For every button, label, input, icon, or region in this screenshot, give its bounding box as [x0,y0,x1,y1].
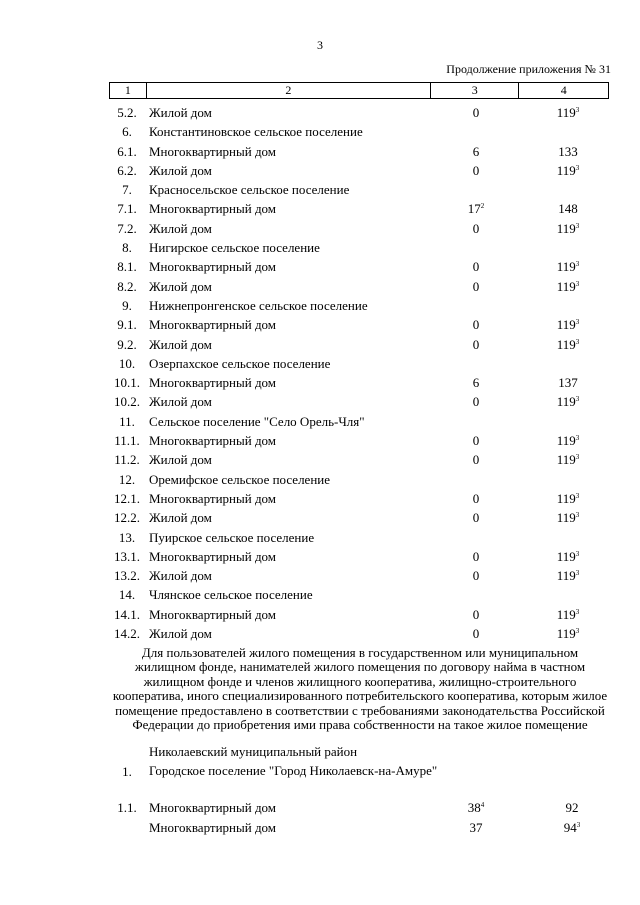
row-name [149,180,349,199]
col-4-value-superscript: 3 [575,434,580,443]
col-4-value [543,450,593,469]
col-4-value [543,161,593,180]
col-3-value-value: 0 [472,568,480,584]
row-name-value: Константиновское сельское поселение [149,124,363,140]
row-name-value: Многоквартирный дом [149,375,277,391]
col-4-value [543,624,593,643]
row-name [149,489,276,508]
col-3-value-value: 0 [472,452,480,468]
row-name [149,199,276,218]
row-number [108,431,146,450]
district-heading: Николаевский муниципальный район [149,744,358,759]
table-row [0,566,640,585]
row-number-value: 12.1. [114,490,140,506]
row-number [108,199,146,218]
row-name-value: Красносельское сельское поселение [149,182,350,198]
row-name-value: Жилой дом [149,162,212,178]
table-row [0,508,640,527]
row-name [149,450,212,469]
row-name-value: Жилой дом [149,452,212,468]
col-4-value [543,219,593,238]
header-col-1: 1 [110,83,147,99]
row-name-value: Многоквартирный дом [149,317,277,333]
col-4-value [543,508,593,527]
row-name [149,566,212,585]
row-number [108,238,146,257]
row-name [149,373,276,392]
row-number [108,605,146,624]
row-name [149,800,276,816]
col-3-value [446,373,506,392]
col-4-value-value: 119 [556,220,576,236]
row-number [108,373,146,392]
table-row [0,122,640,141]
row-name-value: Многоквартирный дом [149,606,277,622]
col-4-value-value: 119 [556,510,576,526]
row-name-value: Озерпахское сельское поселение [149,355,331,371]
col-3-value [446,219,506,238]
col-4-value-value: 119 [556,433,576,449]
row-number [108,547,146,566]
col-4-value-value: 119 [556,317,576,333]
row-name-value: Нижнепронгенское сельское поселение [149,297,368,313]
col-3-value-value: 0 [472,394,480,410]
col-3-value-superscript: 4 [480,801,485,809]
row-name-value: Городское поселение "Город Николаевск-на-Амуре" [149,763,438,778]
col-3-value [446,450,506,469]
col-3-value [446,508,506,527]
row-name [149,257,276,276]
row-name [149,605,276,624]
col-3-value [446,820,506,836]
col-4-value-value: 119 [556,259,576,275]
table-row [0,142,640,161]
row-name-value: Члянское сельское поселение [149,587,313,603]
row-name-value: Пуирское сельское поселение [149,529,315,545]
col-4-value-value: 119 [556,105,576,120]
table-row [0,820,640,840]
row-name-value: Жилой дом [149,220,212,236]
col-4-value-superscript: 3 [575,106,580,114]
row-name [149,392,212,411]
row-name-value: Оремифское сельское поселение [149,471,331,487]
table-row [0,528,640,547]
col-4-value-value: 119 [556,606,576,622]
col-4-value-superscript: 3 [575,511,580,520]
col-3-value-value: 6 [472,375,480,391]
row-number-value: 5.2. [117,105,137,120]
col-4-value [543,566,593,585]
row-name [149,820,276,836]
col-4-value-value: 119 [556,162,576,178]
col-4-value-superscript: 3 [575,395,580,404]
col-4-value-value: 119 [556,394,576,410]
row-number-value: 10.1. [114,375,140,391]
col-3-value-value: 0 [472,220,480,236]
row-number-value: 9. [122,297,132,313]
col-4-value [543,335,593,354]
col-3-value [446,800,506,816]
col-3-value [446,335,506,354]
col-3-value [446,257,506,276]
col-3-value [446,103,506,122]
col-3-value-value: 17 [467,201,481,217]
col-3-value [446,605,506,624]
row-name-value: Жилой дом [149,394,212,410]
table-row [0,161,640,180]
col-3-value-value: 0 [472,278,480,294]
table-row [0,605,640,624]
table-row [0,392,640,411]
row-name-value: Жилой дом [149,278,212,294]
row-name-value: Многоквартирный дом [149,800,277,815]
header-col-3: 3 [431,83,519,99]
row-number-value: 10.2. [114,394,140,410]
row-name [149,335,212,354]
row-number [108,450,146,469]
row-number-value: 14. [118,587,136,603]
col-3-value-value: 0 [472,162,480,178]
table-row [0,450,640,469]
col-4-value-value: 119 [556,548,576,564]
row-number-value: 11. [119,413,135,429]
col-3-value [446,161,506,180]
row-number-value: 7. [122,182,132,198]
col-4-value [543,142,593,161]
row-number-value: 7.2. [117,220,137,236]
row-name-value: Жилой дом [149,568,212,584]
row-number-value: 11.1. [114,433,140,449]
col-3-value-value: 0 [472,548,480,564]
col-3-value [446,489,506,508]
row-number-value: 9.2. [117,336,137,352]
col-4-value [543,392,593,411]
table-row [0,412,640,431]
row-number [108,180,146,199]
row-number-value: 6. [122,124,132,140]
col-3-value-value: 0 [472,490,480,506]
col-4-value [543,257,593,276]
row-name-value: Нигирское сельское поселение [149,240,320,256]
row-number [108,489,146,508]
row-number-value: 1. [122,764,132,779]
row-number [108,219,146,238]
continuation-label: Продолжение приложения № 31 [446,62,611,76]
row-number-value: 1.1. [117,800,137,815]
table-row [0,764,640,800]
row-number-value: 13.1. [114,548,140,564]
col-4-value-superscript: 3 [576,821,581,829]
row-number [108,122,146,141]
row-number [108,764,146,780]
section-paragraph: Для пользователей жилого помещения в государственном или муниципальном жилищном фонде, нанимателей жилого помещения по договору найма в частном жилищном фонде и членов жилищного кооператива, жилищно-строительного кооператива, иного специализированного потребительского кооператива, которым жилое помещение предоставлено в соответствии с требованиями законодательства Российской Федерации до приобретения ими права собственности на такое жилое помещение [112,645,608,733]
col-3-value [446,277,506,296]
row-name [149,277,212,296]
row-name [149,238,320,257]
table-row [0,315,640,334]
row-name [149,142,276,161]
row-number [108,296,146,315]
row-name [149,122,363,141]
row-name-value: Жилой дом [149,336,212,352]
row-number [108,277,146,296]
col-3-value-value: 6 [472,143,480,159]
table-row [0,335,640,354]
table-row [0,199,640,218]
row-number-value: 9.1. [117,317,137,333]
row-number [108,800,146,816]
row-number [108,335,146,354]
row-name [149,161,212,180]
col-3-value-value: 0 [472,433,480,449]
col-4-value-value: 119 [556,626,576,642]
col-4-value-superscript: 3 [575,163,580,172]
row-name-value: Многоквартирный дом [149,259,277,275]
col-4-value-value: 119 [556,278,576,294]
col-4-value-value: 119 [556,490,576,506]
row-number [108,412,146,431]
col-3-value-value: 0 [472,259,480,275]
row-number-value: 10. [118,355,136,371]
row-name-value: Многоквартирный дом [149,490,277,506]
col-4-value [543,199,593,218]
table-row [0,354,640,373]
row-name [149,585,313,604]
col-4-value [543,277,593,296]
col-4-value-superscript: 3 [575,221,580,230]
row-number-value: 7.1. [117,201,137,217]
col-3-value [446,566,506,585]
col-3-value-value: 0 [472,336,480,352]
row-number-value: 11.2. [114,452,140,468]
table-row [0,238,640,257]
col-4-value-value: 133 [558,143,578,159]
row-number-value: 13. [118,529,136,545]
row-number-value: 12. [118,471,136,487]
row-name [149,315,276,334]
row-name [149,296,368,315]
col-4-value-superscript: 3 [575,491,580,500]
col-3-value-superscript: 2 [480,202,485,211]
row-number [108,566,146,585]
col-3-value-value: 37 [469,820,483,835]
row-name-value: Жилой дом [149,626,212,642]
col-3-value [446,142,506,161]
col-4-value [543,315,593,334]
row-number [108,508,146,527]
col-4-value-superscript: 3 [575,279,580,288]
table-row [0,277,640,296]
col-4-value-superscript: 3 [575,607,580,616]
table-row [0,800,640,820]
col-3-value-value: 38 [467,800,481,815]
col-4-value-value: 119 [556,568,576,584]
col-4-value [542,820,602,836]
row-number [108,257,146,276]
row-number-value: 8.2. [117,278,137,294]
row-name [149,412,365,431]
table-body [0,103,640,643]
page-number: 3 [317,38,323,52]
col-3-value [446,547,506,566]
col-4-value [543,103,593,122]
row-name [149,354,330,373]
col-4-value-superscript: 3 [575,453,580,462]
col-4-value-superscript: 3 [575,318,580,327]
table-row [0,489,640,508]
row-name-value: Сельское поселение "Село Орель-Чля" [149,413,365,429]
col-4-value-value: 119 [556,452,576,468]
col-4-value-superscript: 3 [575,337,580,346]
col-4-value-superscript: 3 [575,627,580,636]
row-name [149,219,212,238]
col-4-value-value: 119 [556,336,576,352]
row-number-value: 14.1. [114,606,140,622]
col-4-value-superscript: 3 [575,260,580,269]
table-row [0,296,640,315]
col-4-value [543,373,593,392]
col-4-value-superscript: 3 [575,549,580,558]
row-name-value: Многоквартирный дом [149,548,277,564]
col-4-value-superscript: 3 [575,569,580,578]
row-name [149,547,276,566]
row-name-value: Многоквартирный дом [149,143,277,159]
row-number [108,585,146,604]
row-number-value: 8.1. [117,259,137,275]
row-number-value: 14.2. [114,626,140,642]
col-4-value [543,605,593,624]
table-row [0,547,640,566]
col-4-value [543,547,593,566]
row-name [149,470,330,489]
row-number [108,392,146,411]
row-name [149,431,276,450]
col-4-value [542,800,602,816]
header-col-4: 4 [519,83,609,99]
table-row [0,103,640,122]
col-3-value-value: 0 [472,510,480,526]
row-number [108,315,146,334]
row-name [149,103,212,122]
row-name-value: Многоквартирный дом [149,201,277,217]
col-4-value-value: 92 [565,800,579,815]
row-number-value: 13.2. [114,568,140,584]
row-name [149,508,212,527]
col-4-value [543,431,593,450]
row-name-value: Жилой дом [149,105,212,120]
row-number-value: 12.2. [114,510,140,526]
row-number [108,528,146,547]
table-row [0,373,640,392]
table-row [0,180,640,199]
col-3-value [446,199,506,218]
row-number-value: 6.2. [117,162,137,178]
col-3-value-value: 0 [472,317,480,333]
row-number [108,142,146,161]
col-3-value-value: 0 [472,105,480,120]
col-4-value-value: 137 [558,375,578,391]
section-2 [0,744,640,840]
header-col-2: 2 [146,83,430,99]
row-number [108,103,146,122]
row-number [108,624,146,643]
col-3-value [446,431,506,450]
col-3-value-value: 0 [472,606,480,622]
row-number [108,161,146,180]
table-row [0,470,640,489]
row-name-value: Многоквартирный дом [149,820,277,835]
table-row [0,257,640,276]
col-3-value [446,624,506,643]
row-name [149,624,212,643]
row-number [108,354,146,373]
row-name [149,764,449,777]
table-row [0,624,640,643]
row-number [108,470,146,489]
col-3-value [446,315,506,334]
row-name-value: Многоквартирный дом [149,433,277,449]
col-3-value [446,392,506,411]
table-row [0,219,640,238]
table-row [0,431,640,450]
col-4-value-value: 148 [558,201,578,217]
row-name [149,528,314,547]
col-3-value-value: 0 [472,626,480,642]
table-header [109,82,609,99]
row-number-value: 6.1. [117,143,137,159]
col-4-value [543,489,593,508]
row-number-value: 8. [122,240,132,256]
col-4-value-value: 94 [563,820,577,835]
table-row [0,585,640,604]
row-name-value: Жилой дом [149,510,212,526]
